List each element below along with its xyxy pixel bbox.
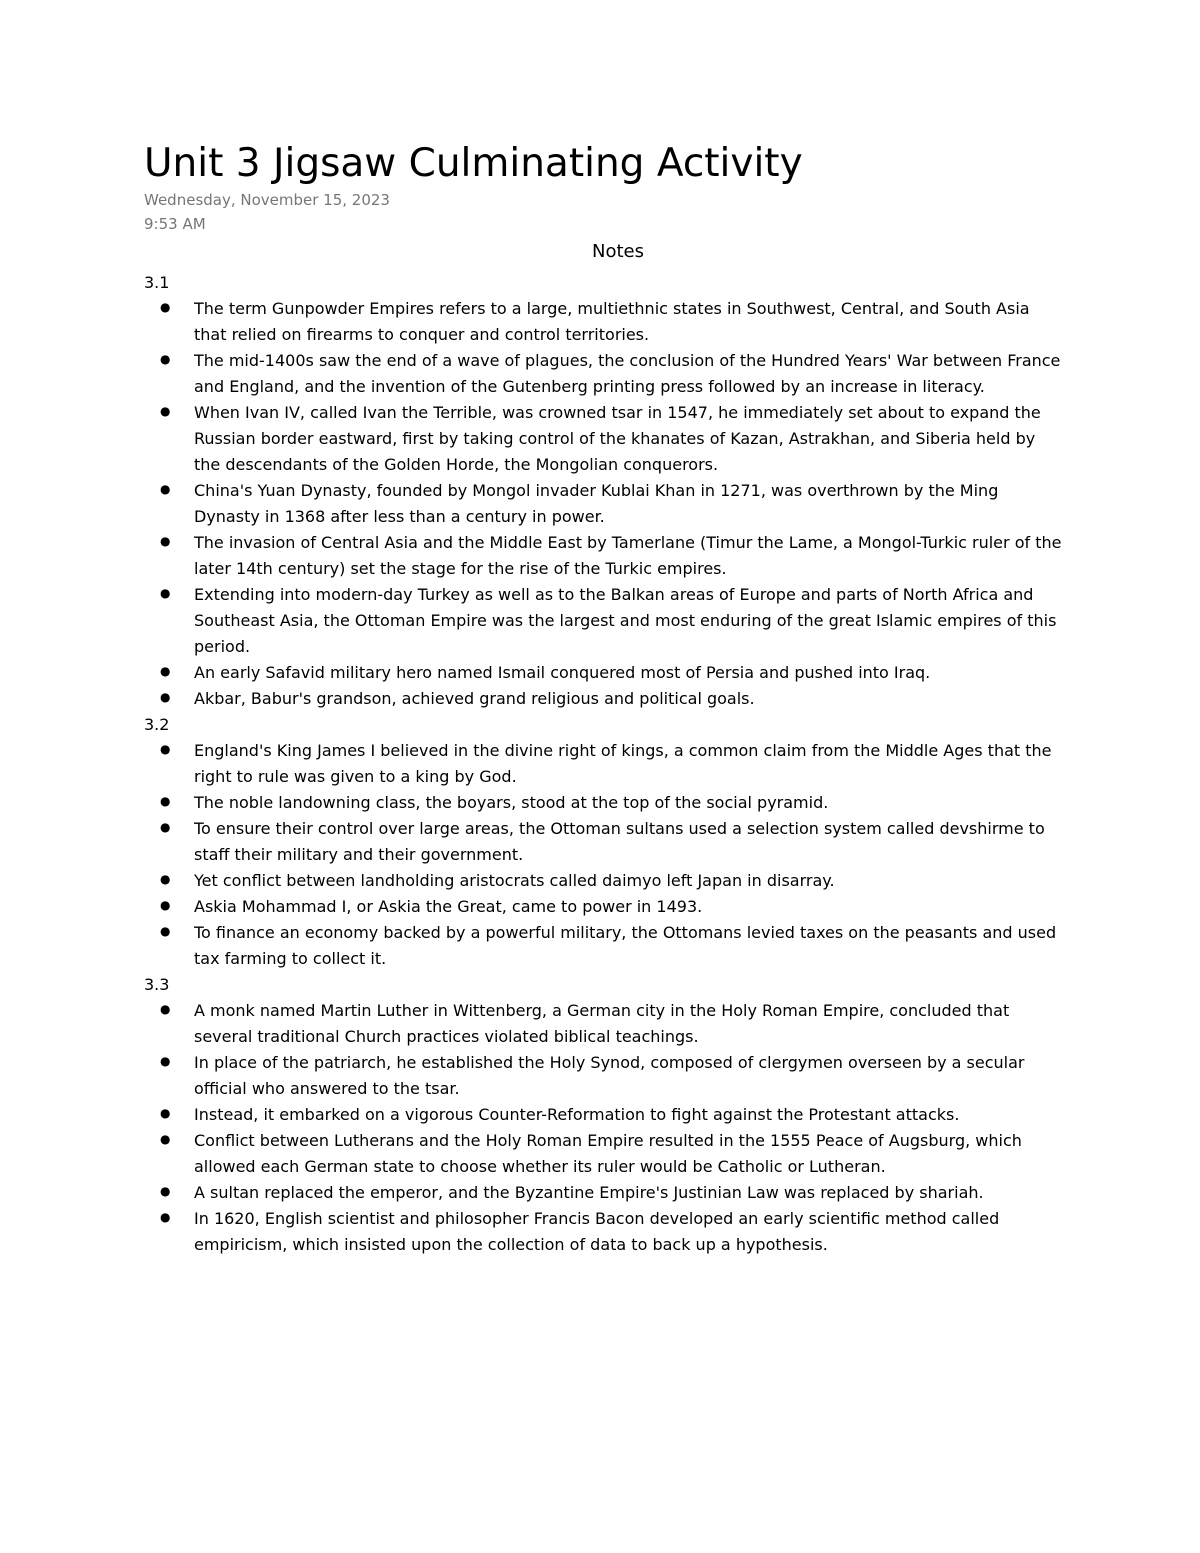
bullet-icon: ●	[160, 352, 171, 366]
list-item	[144, 530, 1064, 582]
list-item	[144, 868, 1064, 894]
list-item-text: England's King James I believed in the divine right of kings, a common claim from the Middle Ages that the right to rule was given to a king by God.	[194, 741, 1052, 786]
list-item-text: The invasion of Central Asia and the Middle East by Tamerlane (Timur the Lame, a Mongol-Turkic ruler of the later 14th century) set the stage for the rise of the Turkic empires.	[194, 533, 1062, 578]
bullet-list	[144, 998, 1064, 1258]
list-item-text: Askia Mohammad I, or Askia the Great, came to power in 1493.	[194, 897, 703, 916]
list-item	[144, 816, 1064, 868]
bullet-list	[144, 738, 1064, 972]
bullet-icon: ●	[160, 1210, 171, 1224]
list-item	[144, 660, 1064, 686]
bullet-icon: ●	[160, 534, 171, 548]
note-time: 9:53 AM	[144, 215, 206, 233]
list-item-text: Akbar, Babur's grandson, achieved grand religious and political goals.	[194, 689, 755, 708]
list-item	[144, 1050, 1064, 1102]
bullet-icon: ●	[160, 924, 171, 938]
list-item	[144, 400, 1064, 478]
list-item-text: An early Safavid military hero named Ismail conquered most of Persia and pushed into Iraq.	[194, 663, 931, 682]
bullet-icon: ●	[160, 742, 171, 756]
list-item	[144, 1206, 1064, 1258]
list-item-text: Yet conflict between landholding aristocrats called daimyo left Japan in disarray.	[194, 871, 835, 890]
bullet-icon: ●	[160, 820, 171, 834]
bullet-icon: ●	[160, 1002, 171, 1016]
list-item-text: Instead, it embarked on a vigorous Counter-Reformation to fight against the Protestant attacks.	[194, 1105, 960, 1124]
bullet-list	[144, 296, 1064, 712]
bullet-icon: ●	[160, 690, 171, 704]
list-item	[144, 582, 1064, 660]
list-item-text: In place of the patriarch, he established the Holy Synod, composed of clergymen overseen by a secular official who answered to the tsar.	[194, 1053, 1025, 1098]
notes-heading: Notes	[592, 241, 644, 262]
list-item-text: A monk named Martin Luther in Wittenberg, a German city in the Holy Roman Empire, concluded that several traditional Church practices violated biblical teachings.	[194, 1001, 1010, 1046]
list-item-text: China's Yuan Dynasty, founded by Mongol invader Kublai Khan in 1271, was overthrown by the Ming Dynasty in 1368 after less than a century in power.	[194, 481, 999, 526]
section-3-1	[144, 270, 1064, 712]
list-item-text: A sultan replaced the emperor, and the Byzantine Empire's Justinian Law was replaced by shariah.	[194, 1183, 984, 1202]
list-item	[144, 790, 1064, 816]
list-item-text: The mid-1400s saw the end of a wave of plagues, the conclusion of the Hundred Years' War between France and England, and the invention of the Gutenberg printing press followed by an increase in literacy.	[194, 351, 1061, 396]
section-3-2	[144, 712, 1064, 972]
bullet-icon: ●	[160, 586, 171, 600]
list-item	[144, 478, 1064, 530]
list-item	[144, 296, 1064, 348]
section-label: 3.1	[144, 273, 170, 292]
bullet-icon: ●	[160, 300, 171, 314]
section-label: 3.3	[144, 975, 170, 994]
list-item	[144, 1102, 1064, 1128]
list-item	[144, 1180, 1064, 1206]
note-body	[144, 238, 1064, 1258]
bullet-icon: ●	[160, 1132, 171, 1146]
list-item-text: To finance an economy backed by a powerful military, the Ottomans levied taxes on the peasants and used tax farming to collect it.	[194, 923, 1057, 968]
bullet-icon: ●	[160, 664, 171, 678]
list-item	[144, 894, 1064, 920]
page-title: Unit 3 Jigsaw Culminating Activity	[144, 141, 803, 186]
list-item-text: Conflict between Lutherans and the Holy Roman Empire resulted in the 1555 Peace of Augsburg, which allowed each German state to choose whether its ruler would be Catholic or Lutheran.	[194, 1131, 1022, 1176]
list-item	[144, 1128, 1064, 1180]
note-date: Wednesday, November 15, 2023	[144, 191, 390, 209]
list-item	[144, 920, 1064, 972]
list-item-text: Extending into modern-day Turkey as well as to the Balkan areas of Europe and parts of North Africa and Southeast Asia, the Ottoman Empire was the largest and most enduring of the great Islamic empires of this period.	[194, 585, 1057, 656]
bullet-icon: ●	[160, 898, 171, 912]
bullet-icon: ●	[160, 404, 171, 418]
bullet-icon: ●	[160, 1184, 171, 1198]
list-item	[144, 998, 1064, 1050]
list-item	[144, 686, 1064, 712]
bullet-icon: ●	[160, 1054, 171, 1068]
bullet-icon: ●	[160, 1106, 171, 1120]
list-item-text: The noble landowning class, the boyars, stood at the top of the social pyramid.	[194, 793, 829, 812]
section-3-3	[144, 972, 1064, 1258]
bullet-icon: ●	[160, 482, 171, 496]
bullet-icon: ●	[160, 872, 171, 886]
list-item-text: The term Gunpowder Empires refers to a large, multiethnic states in Southwest, Central, and South Asia that relied on firearms to conquer and control territories.	[194, 299, 1030, 344]
list-item-text: To ensure their control over large areas, the Ottoman sultans used a selection system called devshirme to staff their military and their government.	[194, 819, 1045, 864]
list-item-text: When Ivan IV, called Ivan the Terrible, was crowned tsar in 1547, he immediately set about to expand the Russian border eastward, first by taking control of the khanates of Kazan, Astrakhan, and Siberia held by the descendants of the Golden Horde, the Mongolian conquerors.	[194, 403, 1041, 474]
section-label: 3.2	[144, 715, 170, 734]
list-item	[144, 348, 1064, 400]
list-item-text: In 1620, English scientist and philosopher Francis Bacon developed an early scientific method called empiricism, which insisted upon the collection of data to back up a hypothesis.	[194, 1209, 1000, 1254]
bullet-icon: ●	[160, 794, 171, 808]
list-item	[144, 738, 1064, 790]
